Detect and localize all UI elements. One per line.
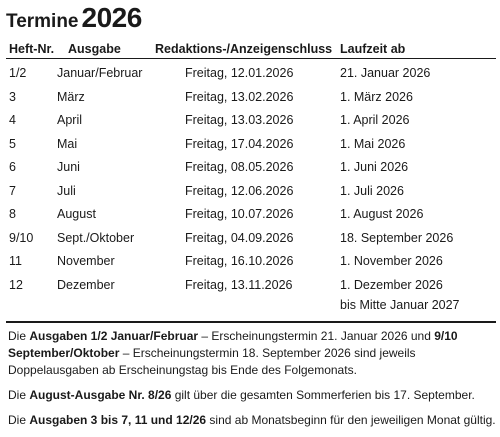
table-row [0,226,500,250]
header-runtime: Laufzeit ab [340,42,406,56]
cell-deadline: Freitag, 12.06.2026 [185,183,294,198]
cell-issue: 5 [9,136,16,151]
notes-divider [6,321,496,323]
cell-runtime: 1. Juli 2026 [340,183,404,198]
cell-edition: Mai [57,136,78,151]
cell-runtime: 18. September 2026 [340,230,454,245]
cell-edition: April [57,113,83,127]
table-row [0,179,500,203]
title-word: Termine [6,11,79,32]
note-text: sind ab Monatsbeginn für den jeweiligen Monat gültig. [206,413,496,427]
cell-issue: 8 [9,207,16,221]
table-row [0,273,500,297]
table-row [0,249,500,273]
title-year: 2026 [81,2,142,33]
note-text: – Erscheinungstermin 21. Januar 2026 und [198,329,435,343]
note-text: – Erscheinungstermin 18. September 2026 sind jeweils Doppelausgaben ab Erscheinungstag bis Ende des Folgemonats. [8,346,416,377]
note-bold: August-Ausgabe Nr. 8/26 [29,388,172,402]
cell-edition: Sept./Oktober [57,230,135,245]
note-bold: Ausgaben 1/2 Januar/Februar [29,329,199,343]
cell-deadline: Freitag, 10.07.2026 [185,207,294,221]
notes-section [8,328,496,437]
header-edition: Ausgabe [68,42,121,56]
cell-issue: 9/10 [9,230,34,245]
cell-edition: August [57,207,96,221]
cell-runtime: 1. Juni 2026 [340,160,409,174]
cell-edition: Juni [57,160,80,174]
cell-issue: 11 [9,254,22,268]
cell-deadline: Freitag, 12.01.2026 [185,66,294,80]
cell-runtime: 21. Januar 2026 [340,66,431,80]
cell-deadline: Freitag, 17.04.2026 [185,136,294,151]
cell-issue: 6 [9,160,16,174]
note-double-issues [8,328,496,379]
schedule-table [0,61,500,296]
note-august-issue [8,387,496,404]
note-monthly-issues [8,412,496,429]
header-issue: Heft-Nr. [9,42,55,56]
cell-runtime: 1. November 2026 [340,254,443,268]
note-text: Die [8,329,30,343]
note-text: Die [8,413,30,427]
cell-deadline: Freitag, 04.09.2026 [185,230,294,245]
header-deadline: Redaktions-/Anzeigenschluss [155,42,333,56]
header-divider [6,58,496,59]
cell-runtime: 1. März 2026 [340,89,413,104]
cell-deadline: Freitag, 13.03.2026 [185,113,294,127]
cell-edition: Juli [57,183,76,198]
cell-runtime: 1. April 2026 [340,113,410,127]
table-row [0,85,500,109]
cell-deadline: Freitag, 13.02.2026 [185,89,294,104]
cell-edition: Dezember [57,277,115,292]
note-text: gilt über die gesamten Sommerferien bis 17. September. [171,388,475,402]
table-row [0,155,500,179]
page-title [6,2,142,36]
cell-issue: 1/2 [9,66,27,80]
table-row [0,61,500,85]
cell-edition: Januar/Februar [57,66,143,80]
last-row-extra: bis Mitte Januar 2027 [340,298,460,312]
cell-issue: 3 [9,89,16,104]
table-row [0,202,500,226]
cell-edition: März [57,89,85,104]
table-row [0,132,500,156]
cell-deadline: Freitag, 13.11.2026 [185,277,293,292]
cell-issue: 4 [9,113,16,127]
note-text: Die [8,388,30,402]
cell-edition: November [57,254,115,268]
cell-deadline: Freitag, 08.05.2026 [185,160,294,174]
cell-runtime: 1. Dezember 2026 [340,277,443,292]
cell-runtime: 1. Mai 2026 [340,136,406,151]
note-bold: 9/10 September/Oktober [8,329,458,360]
cell-issue: 12 [9,277,23,292]
cell-deadline: Freitag, 16.10.2026 [185,254,294,268]
table-row [0,108,500,132]
cell-runtime: 1. August 2026 [340,207,424,221]
note-bold: Ausgaben 3 bis 7, 11 und 12/26 [29,413,207,427]
cell-issue: 7 [9,183,16,198]
